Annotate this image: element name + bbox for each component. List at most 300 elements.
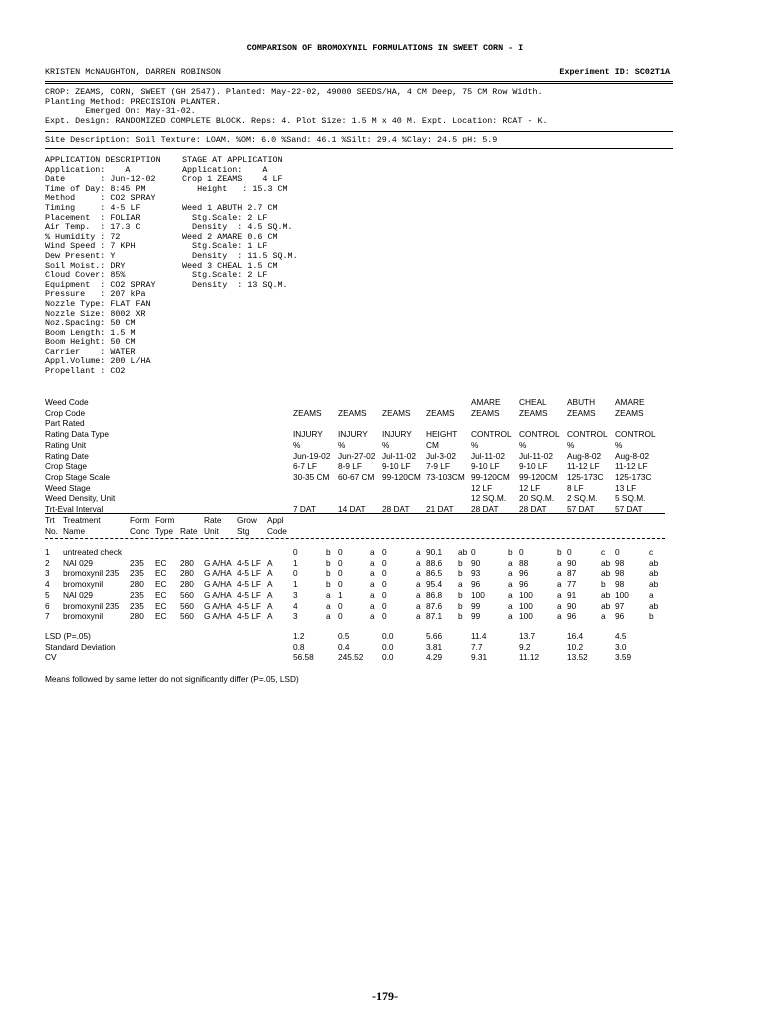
rating-header-crop-code: ZEAMS: [519, 407, 548, 418]
significance-letter: a: [370, 568, 375, 579]
rating-header-weed-density: 2 SQ.M.: [567, 493, 598, 504]
treatment-header: Form: [155, 515, 175, 525]
stat-value: 0.8: [293, 641, 305, 652]
header-label: Trt-Eval Interval: [45, 504, 104, 514]
significance-letter: a: [370, 611, 375, 622]
stat-value: 4.29: [426, 652, 443, 663]
rating-value: 98: [615, 557, 625, 568]
significance-letter: a: [416, 589, 421, 600]
application-line: Time of Day: 8:45 PM: [45, 183, 146, 194]
significance-letter: a: [557, 579, 562, 590]
form-conc: 235: [130, 568, 144, 579]
rating-value: 4: [293, 600, 298, 611]
stat-value: 0.4: [338, 641, 350, 652]
rating-value: 3: [293, 589, 298, 600]
footnote: Means followed by same letter do not significantly differ (P=.05, LSD): [45, 674, 299, 684]
crop-line: CROP: ZEAMS, CORN, SWEET (GH 2547). Planted: May-22-02, 49000 SEEDS/HA, 4 CM Deep, 75 CM Row Width.: [45, 87, 543, 97]
significance-letter: ab: [601, 568, 611, 579]
significance-letter: a: [508, 611, 513, 622]
stat-value: 3.81: [426, 641, 443, 652]
rating-value: 91: [567, 589, 577, 600]
rate: 560: [180, 589, 194, 600]
stat-value: 0.0: [382, 631, 394, 641]
stat-value: 56.58: [293, 652, 314, 663]
significance-letter: a: [416, 611, 421, 622]
application-line: Soil Moist.: DRY: [45, 260, 126, 271]
rating-header-weed-density: 12 SQ.M.: [471, 493, 507, 504]
rating-header-interval: 14 DAT: [338, 504, 366, 514]
rating-header-crop-stage: 7-9 LF: [426, 461, 450, 472]
significance-letter: ab: [601, 600, 611, 611]
appl-code: A: [267, 611, 273, 622]
significance-letter: a: [370, 579, 375, 590]
significance-letter: a: [557, 557, 562, 568]
stat-value: 245.52: [338, 652, 364, 663]
rating-header-weed-code: AMARE: [615, 397, 645, 407]
rating-header-weed-density: 5 SQ.M.: [615, 493, 646, 504]
treatment-header: Appl: [267, 515, 284, 525]
treatment-name: untreated check: [63, 547, 123, 557]
rating-value: 0: [338, 557, 343, 568]
significance-letter: a: [416, 568, 421, 579]
header-label: Crop Stage: [45, 461, 87, 472]
rating-header-weed-stage: 13 LF: [615, 482, 637, 493]
significance-letter: b: [508, 547, 513, 557]
stage-line: Weed 2 AMARE 0.6 CM: [182, 231, 278, 242]
application-line: Propellant : CO2: [45, 366, 126, 377]
rating-value: 97: [615, 600, 625, 611]
stat-value: 5.66: [426, 631, 443, 641]
significance-letter: ab: [649, 579, 659, 590]
rating-value: 0: [382, 547, 387, 557]
header-label: Rating Data Type: [45, 429, 109, 440]
appl-code: A: [267, 568, 273, 579]
header-label: Rating Date: [45, 450, 89, 461]
form-type: EC: [155, 611, 167, 622]
significance-letter: a: [508, 600, 513, 611]
application-line: APPLICATION DESCRIPTION: [45, 155, 161, 165]
rating-header-interval: 57 DAT: [615, 504, 643, 514]
stat-value: 0.5: [338, 631, 350, 641]
treatment-name: bromoxynil 235: [63, 568, 120, 579]
stage-line: Density : 11.5 SQ.M.: [182, 250, 298, 261]
rating-value: 95.4: [426, 579, 443, 590]
rating-value: 87: [567, 568, 577, 579]
rating-header-interval: 7 DAT: [293, 504, 316, 514]
rating-value: 99: [471, 611, 481, 622]
rating-value: 96: [519, 568, 529, 579]
rating-header-interval: 28 DAT: [471, 504, 499, 514]
rating-value: 1: [293, 579, 298, 590]
treatment-header: Stg: [237, 526, 250, 536]
rating-header-data-type: CONTROL: [615, 429, 656, 440]
rating-value: 0: [338, 600, 343, 611]
significance-letter: b: [601, 579, 606, 590]
significance-letter: b: [557, 547, 562, 557]
rating-header-date: Aug-8-02: [615, 450, 650, 461]
rating-value: 90: [567, 600, 577, 611]
significance-letter: b: [326, 579, 331, 590]
rating-header-weed-code: ABUTH: [567, 397, 596, 407]
rating-value: 96: [519, 579, 529, 590]
treatment-header: Treatment: [63, 515, 101, 525]
rating-value: 0: [471, 547, 476, 557]
form-conc: 235: [130, 600, 144, 611]
treatment-header: Trt: [45, 515, 55, 525]
significance-letter: a: [416, 600, 421, 611]
application-line: Air Temp. : 17.3 C: [45, 222, 141, 233]
form-type: EC: [155, 568, 167, 579]
rating-value: 3: [293, 611, 298, 622]
application-line: Carrier : WATER: [45, 346, 136, 357]
treatment-header: No.: [45, 526, 58, 536]
stat-label: Standard Deviation: [45, 641, 116, 652]
stat-label: CV: [45, 652, 57, 663]
rating-header-unit: %: [471, 439, 479, 450]
application-line: Nozzle Size: 8002 XR: [45, 308, 146, 319]
rating-header-date: Jul-11-02: [471, 450, 505, 461]
stat-value: 0.0: [382, 641, 394, 652]
significance-letter: a: [508, 589, 513, 600]
rating-header-crop-stage: 11-12 LF: [615, 461, 648, 472]
application-line: Timing : 4-5 LF: [45, 202, 141, 213]
rating-header-unit: %: [338, 439, 346, 450]
grow-stage: 4-5 LF: [237, 600, 261, 611]
row-number: 5: [45, 589, 50, 600]
appl-code: A: [267, 557, 273, 568]
rating-header-stage-scale: 99-120CM: [519, 471, 558, 482]
rating-header-interval: 28 DAT: [382, 504, 410, 514]
rating-header-interval: 21 DAT: [426, 504, 454, 514]
header-label: Crop Code: [45, 407, 86, 418]
header-label: Weed Stage: [45, 482, 91, 493]
header-label: Part Rated: [45, 418, 85, 429]
table-divider: [45, 513, 665, 514]
stage-line: Weed 3 CHEAL 1.5 CM: [182, 260, 278, 271]
form-type: EC: [155, 579, 167, 590]
rating-header-crop-code: ZEAMS: [471, 407, 500, 418]
application-line: Method : CO2 SPRAY: [45, 193, 156, 204]
grow-stage: 4-5 LF: [237, 589, 261, 600]
rating-header-crop-stage: 11-12 LF: [567, 461, 600, 472]
significance-letter: b: [458, 568, 463, 579]
rate-unit: G A/HA: [204, 611, 232, 622]
application-line: Appl.Volume: 200 L/HA: [45, 356, 151, 367]
row-number: 3: [45, 568, 50, 579]
table-divider: [45, 538, 665, 539]
rating-header-date: Jul-11-02: [519, 450, 553, 461]
rating-value: 0: [338, 568, 343, 579]
rating-value: 88: [519, 557, 529, 568]
significance-letter: a: [416, 579, 421, 590]
rating-header-data-type: HEIGHT: [426, 429, 458, 440]
rating-value: 87.6: [426, 600, 443, 611]
significance-letter: a: [370, 547, 375, 557]
treatment-header: Unit: [204, 526, 219, 536]
rating-value: 0: [382, 568, 387, 579]
rate-unit: G A/HA: [204, 568, 232, 579]
rating-value: 0: [382, 589, 387, 600]
treatment-name: bromoxynil 235: [63, 600, 120, 611]
rating-value: 1: [338, 589, 343, 600]
header-label: Rating Unit: [45, 439, 87, 450]
rating-value: 100: [519, 600, 533, 611]
significance-letter: b: [458, 557, 463, 568]
authors: KRISTEN McNAUGHTON, DARREN ROBINSON: [45, 67, 221, 77]
rating-header-crop-stage: 9-10 LF: [471, 461, 500, 472]
rating-header-crop-code: ZEAMS: [382, 407, 411, 418]
rating-value: 86.5: [426, 568, 443, 579]
rating-value: 0: [293, 547, 298, 557]
significance-letter: ab: [601, 589, 611, 600]
rating-value: 0: [382, 557, 387, 568]
stat-value: 13.52: [567, 652, 588, 663]
header-label: Crop Stage Scale: [45, 471, 111, 482]
significance-letter: a: [649, 589, 654, 600]
rating-header-stage-scale: 125-173C: [615, 471, 652, 482]
treatment-header: Code: [267, 526, 287, 536]
rating-value: 100: [615, 589, 629, 600]
row-number: 7: [45, 611, 50, 622]
header-label: Weed Code: [45, 397, 89, 407]
significance-letter: a: [416, 557, 421, 568]
significance-letter: a: [370, 557, 375, 568]
rating-header-crop-stage: 9-10 LF: [519, 461, 548, 472]
rating-value: 98: [615, 579, 625, 590]
rate: 280: [180, 557, 194, 568]
rating-value: 0: [615, 547, 620, 557]
rating-value: 96: [567, 611, 577, 622]
rating-header-weed-density: 20 SQ.M.: [519, 493, 555, 504]
significance-letter: a: [326, 611, 331, 622]
treatment-name: bromoxynil: [63, 611, 104, 622]
form-conc: 280: [130, 579, 144, 590]
application-line: Equipment : CO2 SPRAY: [45, 279, 156, 290]
grow-stage: 4-5 LF: [237, 611, 261, 622]
application-line: Wind Speed : 7 KPH: [45, 241, 136, 252]
rating-header-unit: CM: [426, 439, 439, 450]
rate: 280: [180, 568, 194, 579]
rating-header-data-type: INJURY: [338, 429, 368, 440]
rating-header-weed-code: AMARE: [471, 397, 501, 407]
rating-header-crop-code: ZEAMS: [426, 407, 455, 418]
appl-code: A: [267, 600, 273, 611]
rating-value: 100: [519, 589, 533, 600]
stage-line: Density : 4.5 SQ.M.: [182, 222, 293, 233]
significance-letter: a: [557, 589, 562, 600]
rating-header-date: Jun-19-02: [293, 450, 331, 461]
experiment-id: Experiment ID: SC02T1A: [559, 67, 670, 77]
rating-header-crop-stage: 8-9 LF: [338, 461, 362, 472]
rate-unit: G A/HA: [204, 579, 232, 590]
appl-code: A: [267, 579, 273, 590]
rating-header-data-type: INJURY: [382, 429, 412, 440]
rating-value: 100: [471, 589, 485, 600]
significance-letter: b: [326, 568, 331, 579]
stat-value: 3.59: [615, 652, 632, 663]
rating-header-weed-code: CHEAL: [519, 397, 547, 407]
rating-header-unit: %: [615, 439, 623, 450]
rating-header-data-type: CONTROL: [567, 429, 608, 440]
treatment-header: Grow: [237, 515, 257, 525]
header-label: Weed Density, Unit: [45, 493, 116, 504]
stat-value: 9.2: [519, 641, 531, 652]
treatment-header: Rate: [180, 526, 198, 536]
rating-header-unit: %: [519, 439, 527, 450]
rating-header-date: Aug-8-02: [567, 450, 602, 461]
rating-header-crop-code: ZEAMS: [338, 407, 367, 418]
stat-value: 10.2: [567, 641, 584, 652]
stat-label: LSD (P=.05): [45, 631, 91, 641]
rating-header-interval: 57 DAT: [567, 504, 595, 514]
application-line: Nozzle Type: FLAT FAN: [45, 298, 151, 309]
grow-stage: 4-5 LF: [237, 568, 261, 579]
rating-value: 0: [519, 547, 524, 557]
form-conc: 235: [130, 589, 144, 600]
form-conc: 280: [130, 611, 144, 622]
rate-unit: G A/HA: [204, 557, 232, 568]
row-number: 2: [45, 557, 50, 568]
rating-value: 0: [338, 547, 343, 557]
rating-header-crop-code: ZEAMS: [615, 407, 644, 418]
stage-line: Stg.Scale: 2 LF: [182, 270, 268, 281]
treatment-header: Type: [155, 526, 173, 536]
stage-line: Crop 1 ZEAMS 4 LF: [182, 174, 283, 185]
row-number: 6: [45, 600, 50, 611]
rating-header-crop-code: ZEAMS: [567, 407, 596, 418]
treatment-name: NAI 029: [63, 557, 93, 568]
form-type: EC: [155, 557, 167, 568]
significance-letter: a: [370, 600, 375, 611]
significance-letter: a: [601, 611, 606, 622]
row-number: 1: [45, 547, 50, 557]
appl-code: A: [267, 589, 273, 600]
grow-stage: 4-5 LF: [237, 557, 261, 568]
application-line: Pressure : 207 kPa: [45, 289, 146, 300]
stat-value: 7.7: [471, 641, 483, 652]
significance-letter: c: [601, 547, 606, 557]
rating-header-interval: 28 DAT: [519, 504, 547, 514]
significance-letter: b: [458, 600, 463, 611]
rating-value: 77: [567, 579, 577, 590]
rating-header-stage-scale: 60-67 CM: [338, 471, 375, 482]
crop-line: Planting Method: PRECISION PLANTER.: [45, 96, 221, 107]
rating-value: 99: [471, 600, 481, 611]
significance-letter: a: [508, 579, 513, 590]
rating-value: 0: [567, 547, 572, 557]
rating-value: 88.6: [426, 557, 443, 568]
treatment-header: Form: [130, 515, 150, 525]
rating-header-stage-scale: 30-35 CM: [293, 471, 330, 482]
rate: 560: [180, 600, 194, 611]
rating-header-stage-scale: 125-173C: [567, 471, 604, 482]
rate: 560: [180, 611, 194, 622]
rating-header-weed-stage: 12 LF: [471, 482, 493, 493]
rating-header-unit: %: [382, 439, 390, 450]
rating-value: 1: [293, 557, 298, 568]
rating-header-weed-stage: 8 LF: [567, 482, 584, 493]
form-type: EC: [155, 589, 167, 600]
stage-line: Height : 15.3 CM: [182, 183, 288, 194]
rating-header-unit: %: [567, 439, 575, 450]
rating-header-stage-scale: 99-120CM: [382, 471, 421, 482]
treatment-name: bromoxynil: [63, 579, 104, 590]
significance-letter: b: [458, 611, 463, 622]
significance-letter: a: [557, 600, 562, 611]
rating-header-weed-stage: 12 LF: [519, 482, 541, 493]
rating-value: 100: [519, 611, 533, 622]
application-line: Application: A: [45, 164, 131, 175]
rating-value: 0: [338, 611, 343, 622]
rating-header-data-type: CONTROL: [519, 429, 560, 440]
rate-unit: G A/HA: [204, 600, 232, 611]
significance-letter: a: [326, 589, 331, 600]
application-line: Noz.Spacing: 50 CM: [45, 318, 136, 329]
rating-value: 0: [382, 579, 387, 590]
rating-value: 0: [382, 600, 387, 611]
significance-letter: b: [458, 589, 463, 600]
rating-value: 98: [615, 568, 625, 579]
rate-unit: G A/HA: [204, 589, 232, 600]
treatment-header: Rate: [204, 515, 222, 525]
significance-letter: ab: [649, 600, 659, 611]
significance-letter: a: [508, 568, 513, 579]
significance-letter: ab: [458, 547, 468, 557]
page-number: -179-: [372, 989, 398, 1003]
rating-header-stage-scale: 73-103CM: [426, 471, 465, 482]
rating-header-data-type: CONTROL: [471, 429, 512, 440]
significance-letter: a: [370, 589, 375, 600]
rating-header-crop-code: ZEAMS: [293, 407, 322, 418]
application-line: % Humidity : 72: [45, 231, 121, 242]
stat-value: 3.0: [615, 641, 627, 652]
rating-value: 96: [471, 579, 481, 590]
stage-line: STAGE AT APPLICATION: [182, 155, 283, 165]
treatment-header: Conc: [130, 526, 150, 536]
significance-letter: a: [326, 600, 331, 611]
treatment-header: Name: [63, 526, 86, 536]
stat-value: 16.4: [567, 631, 584, 641]
application-line: Cloud Cover: 85%: [45, 270, 126, 281]
rating-value: 90: [567, 557, 577, 568]
stat-value: 4.5: [615, 631, 627, 641]
treatment-name: NAI 029: [63, 589, 93, 600]
stat-value: 13.7: [519, 631, 536, 641]
application-line: Date : Jun-12-02: [45, 174, 156, 185]
significance-letter: a: [557, 611, 562, 622]
rating-header-date: Jul-11-02: [382, 450, 416, 461]
significance-letter: ab: [649, 557, 659, 568]
form-conc: 235: [130, 557, 144, 568]
rating-header-date: Jul-3-02: [426, 450, 456, 461]
rating-value: 0: [293, 568, 298, 579]
rating-value: 0: [382, 611, 387, 622]
form-type: EC: [155, 600, 167, 611]
crop-line: Expt. Design: RANDOMIZED COMPLETE BLOCK. Reps: 4. Plot Size: 1.5 M x 40 M. Expt. Location: RCAT - K.: [45, 115, 548, 126]
rating-value: 86.8: [426, 589, 443, 600]
application-line: Boom Length: 1.5 M: [45, 327, 136, 338]
rating-value: 96: [615, 611, 625, 622]
report-title: COMPARISON OF BROMOXYNIL FORMULATIONS IN SWEET CORN - I: [246, 43, 524, 53]
stat-value: 1.2: [293, 631, 305, 641]
significance-letter: a: [416, 547, 421, 557]
stat-value: 0.0: [382, 652, 394, 663]
application-line: Placement : FOLIAR: [45, 212, 141, 223]
significance-letter: b: [649, 611, 654, 622]
rating-header-unit: %: [293, 439, 301, 450]
significance-letter: a: [458, 579, 463, 590]
site-description: Site Description: Soil Texture: LOAM. %OM: 6.0 %Sand: 46.1 %Silt: 29.4 %Clay: 24.5 pH: 5.9: [45, 135, 498, 145]
